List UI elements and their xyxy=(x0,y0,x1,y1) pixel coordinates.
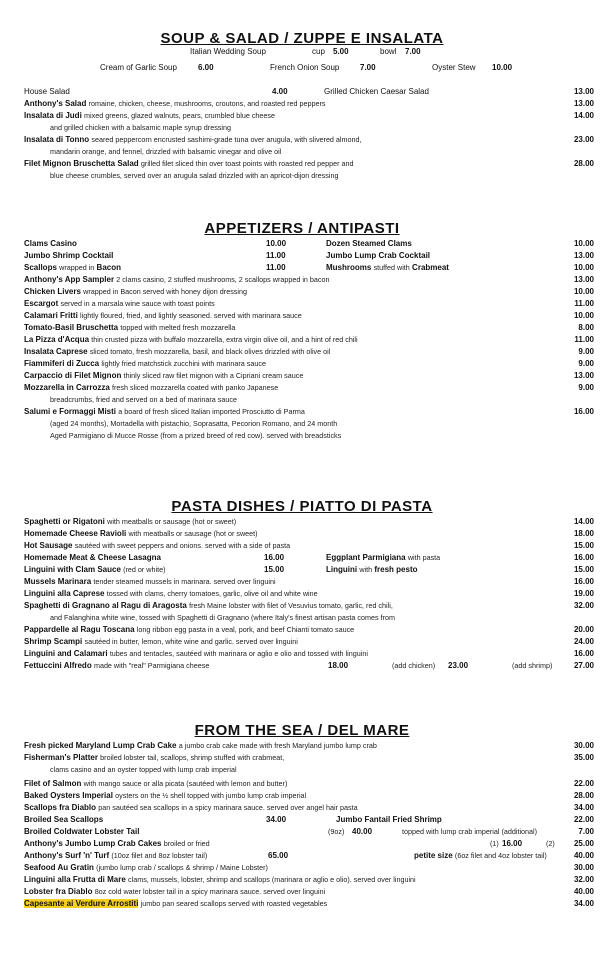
menu-item: Mussels Marinara tender steamed mussels in marinara. served over linguini 16.00 xyxy=(24,576,594,588)
section-heading-appetizers: APPETIZERS / ANTIPASTI xyxy=(204,220,400,237)
highlighted-item-name: Capesante ai Verdure Arrostiti xyxy=(24,899,139,908)
menu-item: Shrimp Scampi sautéed in butter, lemon, white wine and garlic. served over linguini 24.00 xyxy=(24,636,594,648)
menu-item: Anthony's Jumbo Lump Crab Cakes broiled or fried (1) 16.00 (2) 25.00 xyxy=(24,838,594,850)
menu-item: Pappardelle al Ragu Toscana long ribbon egg pasta in a veal, pork, and beef Chianti tomato sauce 20.00 xyxy=(24,624,594,636)
menu-item: Seafood Au Gratin (jumbo lump crab / scallops & shrimp / Maine Lobster) 30.00 xyxy=(24,862,594,874)
menu-item: Capesante ai Verdure Arrostiti jumbo pan seared scallops served with roasted vegetables 34.00 xyxy=(24,898,594,910)
menu-item: Calamari Fritti lightly floured, fried, and lightly seasoned. served with marinara sauce 10.00 xyxy=(24,310,594,322)
soup-oyster: Oyster Stew xyxy=(432,63,476,72)
item-desc: clams casino and an oyster topped with lump crab imperial xyxy=(50,765,237,774)
soup-oyster-price: 10.00 xyxy=(492,63,513,72)
menu-item: Linguini and Calamari tubes and tentacles, sautéed with marinara or aglio e olio and tossed with linguini 16.00 xyxy=(24,648,594,660)
item-desc: (aged 24 months), Mortadella with pistachio, Soprasatta, Pecorion Romano, and 24 month xyxy=(50,419,338,428)
menu-item: Mozzarella in Carrozza fresh sliced mozzarella coated with panko Japanese 9.00 xyxy=(24,382,594,394)
menu-item: Broiled Sea Scallops 34.00 Jumbo Fantail Fried Shrimp 22.00 xyxy=(24,814,594,826)
menu-item: Insalata di Tonno seared peppercorn encrusted sashimi-grade tuna over arugula, with slivered almond, 23.00 xyxy=(24,134,594,146)
item-desc: Aged Parmigiano di Mucce Rosse (from a prized breed of red cow). served with breadsticks xyxy=(50,431,342,440)
soup-garlic-price: 6.00 xyxy=(198,63,214,72)
menu-item: Anthony's App Sampler 2 clams casino, 2 stuffed mushrooms, 2 scallops wrapped in bacon 13.00 xyxy=(24,274,594,286)
item-desc: breadcrumbs, fried and served on a bed of marinara sauce xyxy=(50,395,237,404)
item-desc: and grilled chicken with a balsamic maple syrup dressing xyxy=(50,123,231,132)
menu-item: Spaghetti or Rigatoni with meatballs or sausage (hot or sweet) 14.00 xyxy=(24,516,594,528)
menu-item: Filet Mignon Bruschetta Salad grilled filet sliced thin over toast points with roasted red pepper and 28.00 xyxy=(24,158,594,170)
menu-item: Linguini alla Caprese tossed with clams, cherry tomatoes, garlic, olive oil and white wine 19.00 xyxy=(24,588,594,600)
item-desc: and Falanghina white wine, tossed with Spaghetti di Gragnano (where Italy's finest artisan pasta comes from xyxy=(50,613,395,622)
soup-cup-price: 5.00 xyxy=(333,47,349,56)
section-heading-pasta: PASTA DISHES / PIATTO DI PASTA xyxy=(171,498,433,515)
soup-cup-label: cup xyxy=(312,47,325,56)
menu-item: Homemade Meat & Cheese Lasagna 16.00 Eggplant Parmigiana with pasta 16.00 xyxy=(24,552,594,564)
item-desc: mandarin orange, and fennel, drizzled with balsamic vinegar and olive oil xyxy=(50,147,282,156)
soup-bowl-label: bowl xyxy=(380,47,397,56)
soup-onion-price: 7.00 xyxy=(360,63,376,72)
soup-garlic: Cream of Garlic Soup xyxy=(100,63,177,72)
menu-item: Homemade Cheese Ravioli with meatballs or sausage (hot or sweet) 18.00 xyxy=(24,528,594,540)
menu-item: Fiammiferi di Zucca lightly fried matchstick zucchini with marinara sauce 9.00 xyxy=(24,358,594,370)
menu-item: Hot Sausage sautéed with sweet peppers and onions. served with a side of pasta 15.00 xyxy=(24,540,594,552)
menu-item: Fisherman's Platter broiled lobster tail, scallops, shrimp stuffed with crabmeat, 35.00 xyxy=(24,752,594,764)
menu-item: Lobster fra Diablo 8oz cold water lobster tail in a spicy marinara sauce. served over linguini 40.00 xyxy=(24,886,594,898)
menu-item: Jumbo Shrimp Cocktail 11.00 Jumbo Lump Crab Cocktail 13.00 xyxy=(24,250,594,262)
menu-item: Salumi e Formaggi Misti a board of fresh sliced Italian imported Prosciutto di Parma 16.00 xyxy=(24,406,594,418)
menu-item: Spaghetti di Gragnano al Ragu di Aragosta fresh Maine lobster with filet of Vesuvius tomato, garlic, red chili, 32.00 xyxy=(24,601,594,610)
menu-item: Insalata Caprese sliced tomato, fresh mozzarella, basil, and black olives drizzled with olive oil 9.00 xyxy=(24,346,594,358)
soup-bowl-price: 7.00 xyxy=(405,47,421,56)
menu-item: Anthony's Salad romaine, chicken, cheese, mushrooms, croutons, and roasted red peppers 13.00 xyxy=(24,98,594,110)
menu-item: Baked Oysters Imperial oysters on the ½ shell topped with jumbo lump crab imperial 28.00 xyxy=(24,790,594,802)
section-heading-soup-salad: SOUP & SALAD / ZUPPE E INSALATA xyxy=(160,30,444,47)
menu-item: House Salad 4.00 Grilled Chicken Caesar Salad 13.00 xyxy=(24,86,594,98)
menu-item: Tomato-Basil Bruschetta topped with melted fresh mozzarella 8.00 xyxy=(24,322,594,334)
menu-item: Broiled Coldwater Lobster Tail (9oz) 40.00 topped with lump crab imperial (additional) 7.00 xyxy=(24,826,594,838)
section-heading-sea: FROM THE SEA / DEL MARE xyxy=(194,722,410,739)
menu-item: Escargot served in a marsala wine sauce with toast points 11.00 xyxy=(24,298,594,310)
item-desc: blue cheese crumbles, served over an arugula salad drizzled with an apricot-dijon dressing xyxy=(50,171,339,180)
soup-wedding: Italian Wedding Soup xyxy=(190,47,266,56)
menu-item: Chicken Livers wrapped in Bacon served with honey dijon dressing 10.00 xyxy=(24,286,594,298)
menu-item: Carpaccio di Filet Mignon thinly sliced raw filet mignon with a Cipriani cream sauce 13.00 xyxy=(24,370,594,382)
menu-item: Scallops fra Diablo pan sautéed sea scallops in a spicy marinara sauce. served over angel hair pasta 34.00 xyxy=(24,802,594,814)
menu-item: Linguini alla Frutta di Mare clams, mussels, lobster, shrimp and scallops (marinara or aglio e olio). served over linguini 32.00 xyxy=(24,875,594,884)
menu-item: Filet of Salmon with mango sauce or alla picata (sautéed with lemon and butter) 22.00 xyxy=(24,778,594,790)
menu-item: Linguini with Clam Sauce (red or white) 15.00 Linguini with fresh pesto 15.00 xyxy=(24,564,594,576)
menu-item: La Pizza d'Acqua thin crusted pizza with buffalo mozzarella, extra virgin olive oil, and a hint of red chili 11.00 xyxy=(24,334,594,346)
soup-onion: French Onion Soup xyxy=(270,63,340,72)
menu-item: Anthony's Surf 'n' Turf (10oz filet and 8oz lobster tail) 65.00 petite size (6oz filet and 4oz lobster tail) 40.00 xyxy=(24,850,594,862)
menu-item: Clams Casino 10.00 Dozen Steamed Clams 10.00 xyxy=(24,238,594,250)
menu-item: Scallops wrapped in Bacon 11.00 Mushrooms stuffed with Crabmeat 10.00 xyxy=(24,262,594,274)
menu-item: Fresh picked Maryland Lump Crab Cake a jumbo crab cake made with fresh Maryland jumbo lump crab 30.00 xyxy=(24,740,594,752)
menu-item: Insalata di Judi mixed greens, glazed walnuts, pears, crumbled blue cheese 14.00 xyxy=(24,110,594,122)
menu-item: Fettuccini Alfredo made with "real" Parmigiana cheese 18.00 (add chicken) 23.00 (add shrimp) 27.00 xyxy=(24,660,594,672)
